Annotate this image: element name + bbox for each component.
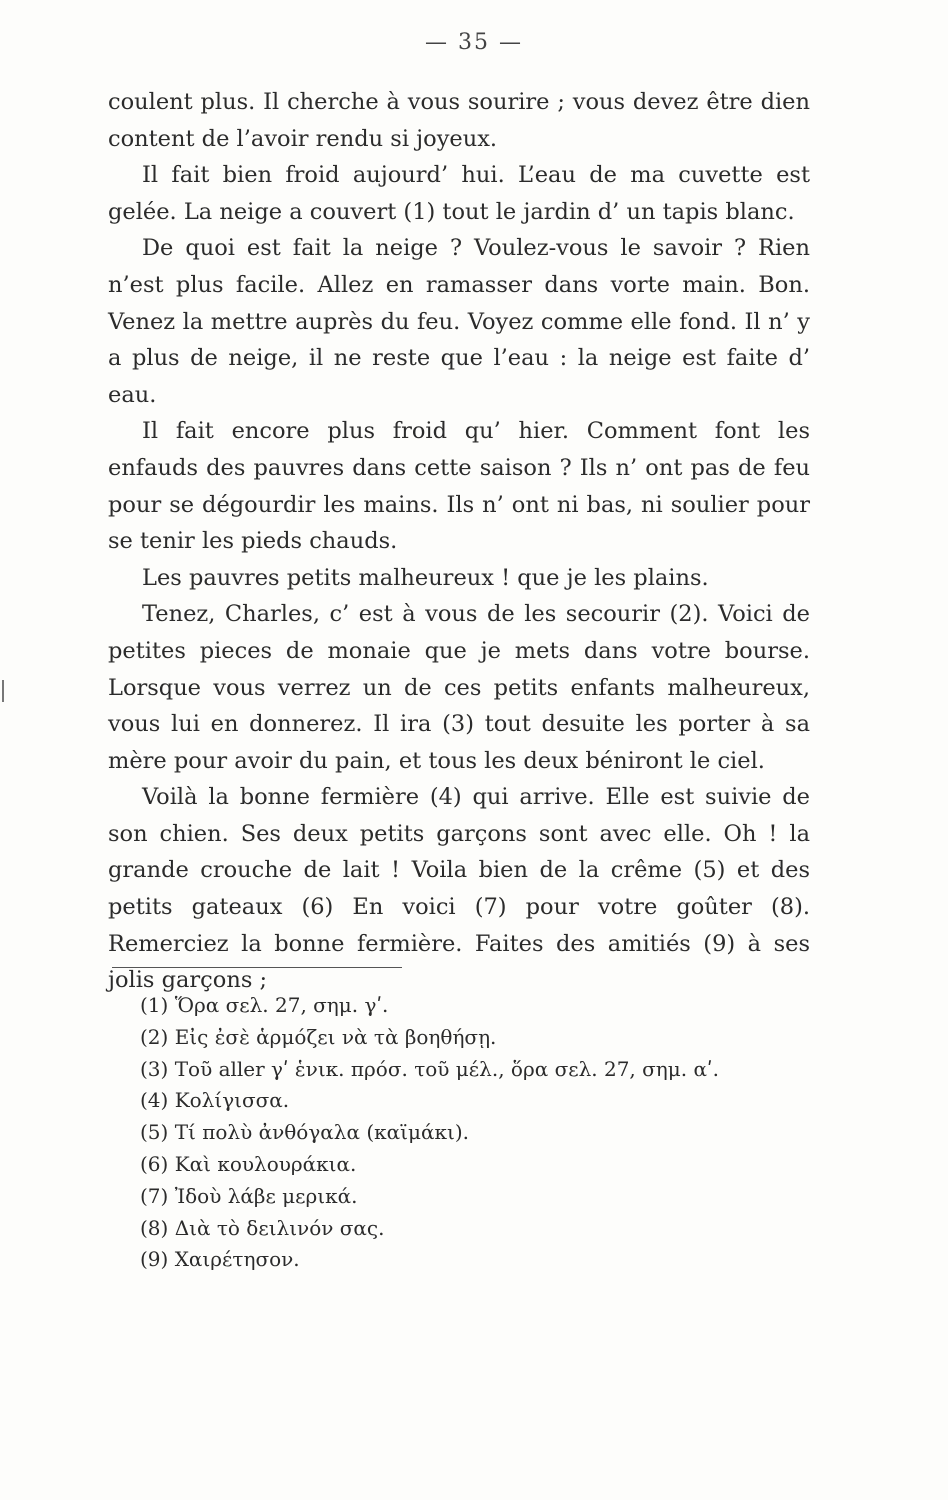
- footnote: (4) Κολίγισσα.: [140, 1088, 290, 1113]
- footnote-divider: [112, 967, 402, 968]
- footnote: (9) Χαιρέτησον.: [140, 1247, 300, 1272]
- footnote: (1) Ὅρα σελ. 27, σημ. γʹ.: [140, 993, 389, 1017]
- scan-mark: [2, 680, 4, 702]
- paragraph: Voilà la bonne fermière (4) qui arrive. Elle est suivie de son chien. Ses deux petits garçons sont avec elle. Oh ! la grande crouche de lait ! Voila bien de la crême (5) et des petits gateaux (6) En voici (7) pour votre goûter (8). Remerciez la bonne fermière. Faites des amitiés (9) à ses jolis garçons ;: [108, 784, 810, 994]
- footnote: (5) Τί πολὺ ἀνθόγαλα (καϊμάκι).: [140, 1120, 470, 1145]
- footnote: (2) Εἰς ἐσὲ ἁρμόζει νὰ τὰ βοηθήσῃ.: [140, 1024, 497, 1049]
- footnotes: [140, 990, 820, 1276]
- paragraph: Tenez, Charles, c’ est à vous de les secourir (2). Voici de petites pieces de monaie que je mets dans votre bourse. Lorsque vous verrez un de ces petits enfants malheureux, vous lui en donnerez. Il ira (3) tout desuite les porter à sa mère pour avoir du pain, et tous les deux béniront le ciel.: [108, 601, 810, 774]
- paragraph: Il fait bien froid aujourd’ hui. L’eau de ma cuvette est gelée. La neige a couvert (1) tout le jardin d’ un tapis blanc.: [108, 162, 810, 225]
- paragraph: Il fait encore plus froid qu’ hier. Comment font les enfauds des pauvres dans cette saison ? Ils n’ ont pas de feu pour se dégourdir les mains. Ils n’ ont ni bas, ni soulier pour se tenir les pieds chauds.: [108, 418, 810, 555]
- footnote: (7) Ἰδοὺ λάβε μερικά.: [140, 1183, 358, 1208]
- footnote: (8) Διὰ τὸ δειλινόν σας.: [140, 1215, 385, 1240]
- footnote: (3) Τοῦ aller γʹ ἑνικ. πρόσ. τοῦ μέλ., ὅρα σελ. 27, σημ. αʹ.: [140, 1056, 719, 1081]
- paragraph: Les pauvres petits malheureux ! que je les plains.: [142, 564, 709, 591]
- page-number: — 35 —: [425, 30, 523, 55]
- paragraph: De quoi est fait la neige ? Voulez-vous le savoir ? Rien n’est plus facile. Allez en ramasser dans vorte main. Bon. Venez la mettre auprès du feu. Voyez comme elle fond. Il n’ y a plus de neige, il ne reste que l’eau : la neige est faite d’ eau.: [108, 235, 810, 408]
- footnote: (6) Καὶ κουλουράκια.: [140, 1151, 357, 1176]
- paragraph: coulent plus. Il cherche à vous sourire ; vous devez être dien content de l’avoir rendu si joyeux.: [108, 89, 810, 152]
- body-text: [108, 84, 810, 999]
